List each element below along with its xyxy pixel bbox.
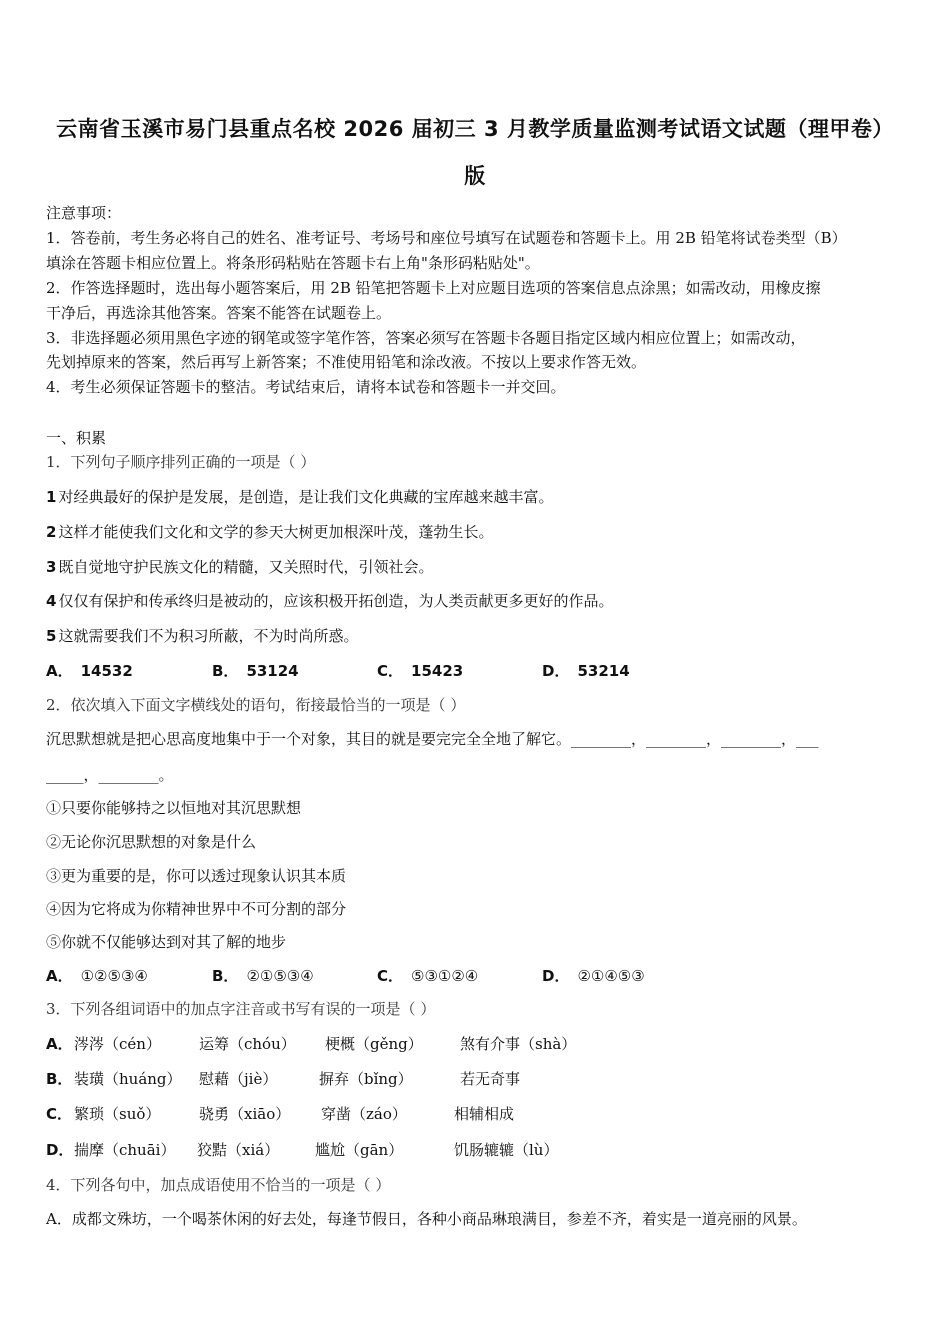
q1-options [46,660,906,682]
q3-option-d [46,1139,906,1161]
q2-item: ⑤你就不仅能够达到对其了解的地步 [46,933,287,951]
notice-line: 1．答卷前，考生务必将自己的姓名、准考证号、考场号和座位号填写在试题卷和答题卡上。用 2B 铅笔将试卷类型（B） [46,229,847,247]
notice-line: 填涂在答题卡相应位置上。将条形码粘贴在答题卡右上角"条形码粘贴处"。 [46,254,540,272]
q1-sentence [46,626,358,646]
q1-sentence [46,591,613,611]
section-heading: 一、积累 [46,429,107,447]
word: 煞有介事（shà） [460,1035,577,1053]
sentence-number: 4 [46,592,57,610]
notice-line: 先划掉原来的答案，然后再写上新答案；不准使用铅笔和涂改液。不按以上要求作答无效。 [46,353,647,371]
word: 穿凿（záo） [321,1105,407,1123]
sentence-text: 对经典最好的保护是发展，是创造，是让我们文化典藏的宝库越来越丰富。 [58,488,554,506]
sentence-number: 2 [46,523,57,541]
option-label: A． [46,1035,73,1053]
q1-sentence [46,557,433,577]
option-label: B． [212,662,239,680]
sentence-text: 既自觉地守护民族文化的精髓，又关照时代，引领社会。 [58,558,434,576]
question-2-stem: 2．依次填入下面文字横线处的语句，衔接最恰当的一项是（ ） [46,696,466,714]
option-value: ②①⑤③④ [246,967,314,985]
option-value: 15423 [411,662,464,680]
q2-passage-continued: _____，________。 [46,766,174,784]
q1-option-a [46,660,133,681]
sentence-text: 仅仅有保护和传承终归是被动的，应该积极开拓创造，为人类贡献更多更好的作品。 [58,592,614,610]
option-label: C． [377,967,404,985]
option-label: D． [46,1141,74,1159]
q1-option-d [542,660,630,681]
word: 摒弃（bǐng） [319,1070,413,1088]
sentence-number: 5 [46,627,57,645]
sentence-text: 这样才能使我们文化和文学的参天大树更加根深叶茂，蓬勃生长。 [58,523,494,541]
q3-option-b [46,1068,906,1090]
notice-heading: 注意事项： [46,204,122,222]
q2-option-b [212,965,314,986]
word: 运筹（chóu） [199,1035,296,1053]
q2-option-c [377,965,478,986]
word: 繁琐（suǒ） [74,1105,161,1123]
word: 涔涔（cén） [74,1035,161,1053]
option-value: 53214 [577,662,630,680]
q2-options [46,965,906,987]
option-value: ②①④⑤③ [577,967,645,985]
option-value: 14532 [80,662,133,680]
question-3-stem: 3．下列各组词语中的加点字注音或书写有误的一项是（ ） [46,1000,436,1018]
q1-option-b [212,660,299,681]
notice-line: 2．作答选择题时，选出每小题答案后，用 2B 铅笔把答题卡上对应题目选项的答案信息点涂黑；如需改动，用橡皮擦 [46,279,821,297]
q3-option-c [46,1103,906,1125]
option-value: ⑤③①②④ [411,967,479,985]
q2-item: ②无论你沉思默想的对象是什么 [46,833,257,851]
q1-sentence [46,522,493,542]
sentence-text: 这就需要我们不为积习所蔽，不为时尚所惑。 [58,627,359,645]
q2-option-a [46,965,148,986]
option-label: B． [212,967,239,985]
word: 相辅相成 [454,1105,515,1123]
page-title: 云南省玉溪市易门县重点名校 2026 届初三 3 月教学质量监测考试语文试题（理甲卷） [56,117,894,141]
option-label: C． [46,1105,73,1123]
notice-line: 干净后，再选涂其他答案。答案不能答在试题卷上。 [46,304,392,322]
option-label: B． [46,1070,73,1088]
sentence-number: 3 [46,558,57,576]
option-value: 53124 [246,662,299,680]
q1-sentence [46,487,553,507]
page-title-continued: 版 [464,164,486,188]
option-label: A． [46,662,73,680]
option-label: C． [377,662,404,680]
question-4-stem: 4．下列各句中，加点成语使用不恰当的一项是（ ） [46,1176,391,1194]
word: 饥肠辘辘（lù） [454,1141,559,1159]
q2-item: ①只要你能够持之以恒地对其沉思默想 [46,799,302,817]
notice-line: 3．非选择题必须用黑色字迹的钢笔或签字笔作答，答案必须写在答题卡各题目指定区域内相应位置上；如需改动， [46,329,806,347]
sentence-number: 1 [46,488,57,506]
word: 装璜（huáng） [74,1070,182,1088]
q2-passage: 沉思默想就是把心思高度地集中于一个对象，其目的就是要完完全全地了解它。________，________，________，___ [46,730,819,748]
q4-option-a: A．成都文殊坊，一个喝茶休闲的好去处，每逢节假日，各种小商品琳琅满目，参差不齐，着实是一道亮丽的风景。 [46,1210,807,1228]
q2-item: ③更为重要的是，你可以透过现象认识其本质 [46,867,347,885]
q2-item: ④因为它将成为你精神世界中不可分割的部分 [46,900,347,918]
option-label: D． [542,967,570,985]
q1-option-c [377,660,463,681]
word: 梗概（gěng） [325,1035,423,1053]
option-value: ①②⑤③④ [80,967,148,985]
word: 狡黠（xiá） [197,1141,280,1159]
word: 骁勇（xiāo） [199,1105,291,1123]
q2-option-d [542,965,645,986]
option-label: A． [46,967,73,985]
word: 若无奇事 [460,1070,521,1088]
q3-option-a [46,1033,906,1055]
notice-line: 4．考生必须保证答题卡的整洁。考试结束后，请将本试卷和答题卡一并交回。 [46,378,566,396]
word: 揣摩（chuāi） [74,1141,176,1159]
question-1-stem: 1．下列句子顺序排列正确的一项是（ ） [46,453,316,471]
word: 尴尬（gān） [315,1141,404,1159]
option-label: D． [542,662,570,680]
word: 慰藉（jiè） [199,1070,278,1088]
